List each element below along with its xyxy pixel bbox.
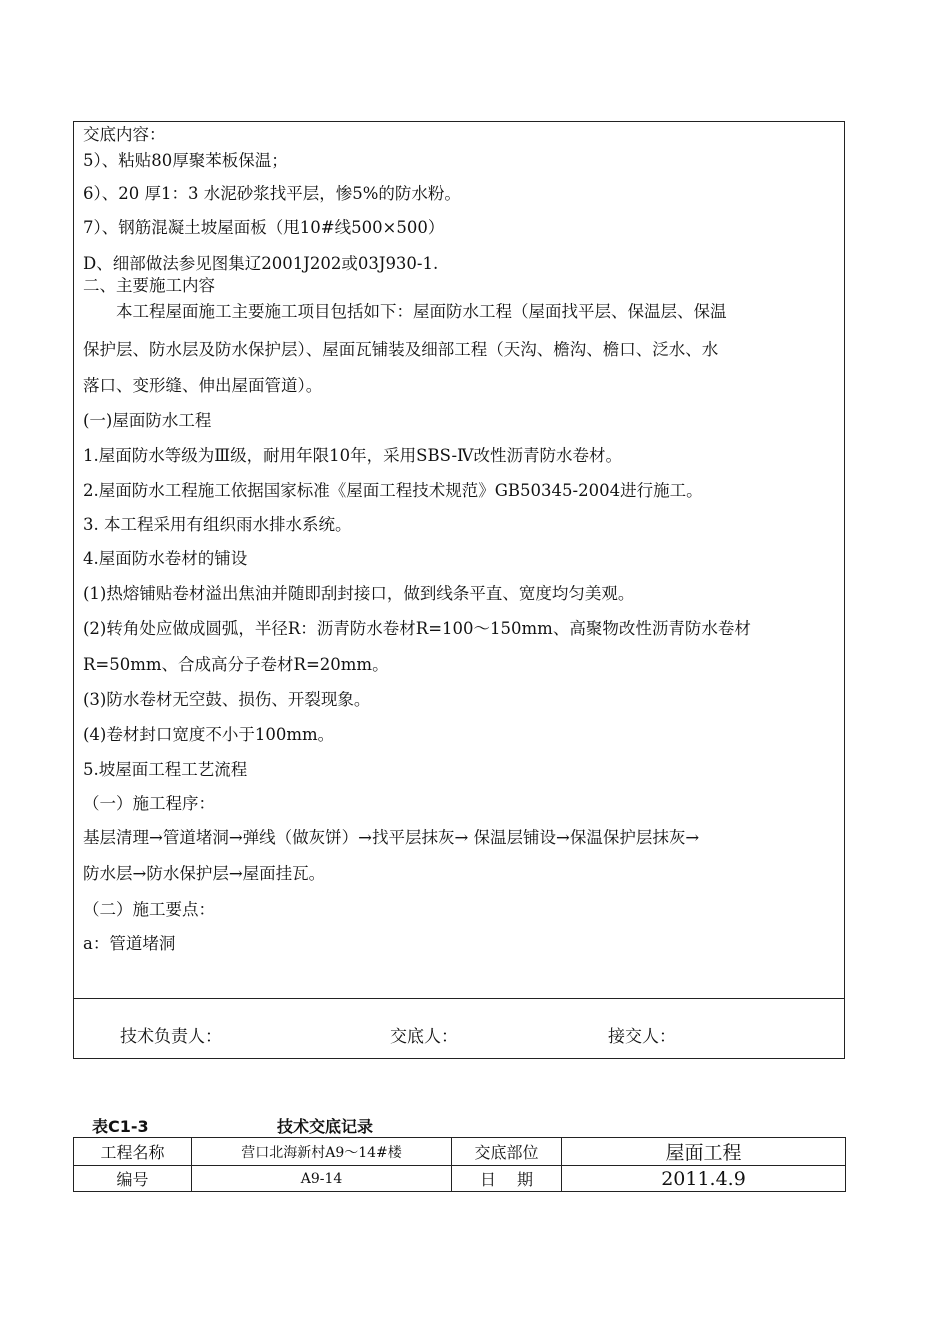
content-line-1: 交底内容： xyxy=(83,125,166,144)
content-line-4: 7）、钢筋混凝土坡屋面板（甩10#线500×500） xyxy=(83,218,445,237)
project-name-label: 工程名称 xyxy=(74,1138,192,1166)
location-value: 屋面工程 xyxy=(562,1138,846,1166)
content-line-7: 本工程屋面施工主要施工项目包括如下：屋面防水工程（屋面找平层、保温层、保温 xyxy=(83,302,727,321)
number-label: 编号 xyxy=(74,1166,192,1192)
table-row xyxy=(74,1138,846,1166)
content-line-23: 防水层→防水保护层→屋面挂瓦。 xyxy=(83,864,326,883)
content-line-3: 6）、20 厚1：3 水泥砂浆找平层，惨5%的防水粉。 xyxy=(83,184,461,203)
section-heading: 二、主要施工内容 xyxy=(83,276,215,295)
number-value: A9-14 xyxy=(192,1166,452,1192)
content-line-18: (3)防水卷材无空鼓、损伤、开裂现象。 xyxy=(83,690,371,709)
content-line-10: (一)屋面防水工程 xyxy=(83,411,212,430)
tech-lead-signature: 技术负责人： xyxy=(120,1027,222,1047)
signature-divider xyxy=(73,998,845,999)
date-value: 2011.4.9 xyxy=(562,1166,846,1192)
content-line-9: 落口、变形缝、伸出屋面管道）。 xyxy=(83,376,323,395)
table-title: 技术交底记录 xyxy=(277,1117,374,1136)
content-line-15: (1)热熔铺贴卷材溢出焦油并随即刮封接口，做到线条平直、宽度均匀美观。 xyxy=(83,584,635,603)
content-line-2: 5）、粘贴80厚聚苯板保温； xyxy=(83,151,288,170)
content-line-25: a：管道堵洞 xyxy=(83,934,176,953)
date-label: 日 期 xyxy=(452,1166,562,1192)
content-line-14: 4.屋面防水卷材的铺设 xyxy=(83,549,248,568)
content-line-16: (2)转角处应做成圆弧，半径R：沥青防水卷材R=100～150mm、高聚物改性沥青防水卷材 xyxy=(83,619,751,638)
content-line-24: （二）施工要点： xyxy=(83,900,215,919)
content-line-17: R=50mm、合成高分子卷材R=20mm。 xyxy=(83,655,389,674)
content-line-20: 5.坡屋面工程工艺流程 xyxy=(83,760,248,779)
content-line-13: 3. 本工程采用有组织雨水排水系统。 xyxy=(83,515,352,534)
content-line-11: 1.屋面防水等级为Ⅲ级，耐用年限10年，采用SBS-Ⅳ改性沥青防水卷材。 xyxy=(83,446,623,465)
content-line-21: （一）施工程序： xyxy=(83,794,215,813)
table-row xyxy=(74,1166,846,1192)
content-line-8: 保护层、防水层及防水保护层）、屋面瓦铺装及细部工程（天沟、檐沟、檐口、泛水、水 xyxy=(83,340,719,359)
content-line-22: 基层清理→管道堵洞→弹线（做灰饼）→找平层抹灰→ 保温层铺设→保温保护层抹灰→ xyxy=(83,828,700,847)
received-by-signature: 接交人： xyxy=(608,1027,676,1047)
handover-by-signature: 交底人： xyxy=(390,1027,458,1047)
table-code: 表C1-3 xyxy=(92,1117,149,1136)
project-name-value: 营口北海新村A9～14#楼 xyxy=(192,1138,452,1166)
content-line-5: D、细部做法参见图集辽2001J202或03J930-1. xyxy=(83,254,439,273)
location-label: 交底部位 xyxy=(452,1138,562,1166)
content-line-19: (4)卷材封口宽度不小于100mm。 xyxy=(83,725,335,744)
content-line-12: 2.屋面防水工程施工依据国家标准《屋面工程技术规范》GB50345-2004进行施工。 xyxy=(83,481,703,500)
record-header-table xyxy=(73,1137,846,1192)
